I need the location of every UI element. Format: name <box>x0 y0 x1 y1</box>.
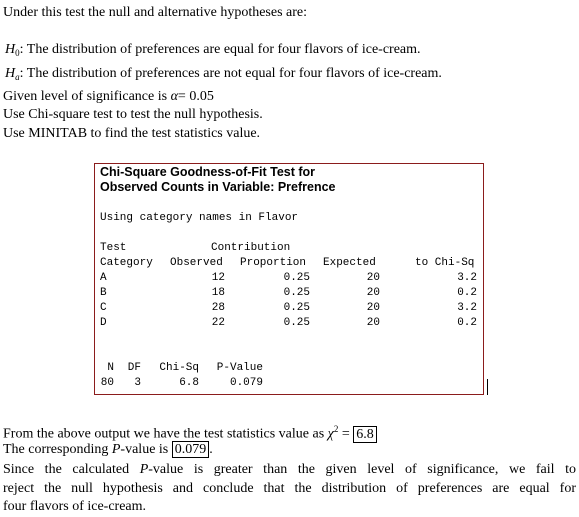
row-expected: 20 <box>366 302 380 314</box>
row-contribution: 3.2 <box>457 302 477 314</box>
row-category: B <box>100 287 107 299</box>
ha-symbol: H <box>5 66 16 81</box>
conclusion-p-symbol: P <box>139 462 149 477</box>
step-chi-square: Use Chi-square test to test the null hypothesis. <box>3 107 263 122</box>
category-note: Using category names in Flavor <box>100 212 299 224</box>
ha-text: : The distribution of preferences are not equal for four flavors of ice-cream. <box>19 66 442 81</box>
row-contribution: 0.2 <box>457 317 477 329</box>
p-symbol: P <box>111 442 121 457</box>
row-proportion: 0.25 <box>283 302 310 314</box>
col-category: Category <box>100 257 153 269</box>
ha-subscript: a <box>15 72 20 82</box>
significance-level <box>3 89 214 105</box>
h0-text: : The distribution of preferences are equal for four flavors of ice-cream. <box>19 42 421 57</box>
row-expected: 20 <box>366 317 380 329</box>
summary-n-value: 80 <box>100 377 114 389</box>
row-observed: 12 <box>211 272 225 284</box>
result-statistic <box>3 421 377 443</box>
col-proportion: Proportion <box>240 257 307 269</box>
row-observed: 28 <box>211 302 225 314</box>
alpha-symbol: α <box>170 89 178 104</box>
row-category: A <box>100 272 107 284</box>
alternative-hypothesis <box>5 66 442 85</box>
result-p-middle: -value is <box>120 442 169 457</box>
null-hypothesis <box>5 42 421 61</box>
row-category: D <box>100 317 107 329</box>
col-observed: Observed <box>170 257 223 269</box>
row-category: C <box>100 302 107 314</box>
summary-chisq-label: Chi-Sq <box>159 362 199 374</box>
row-observed: 22 <box>211 317 225 329</box>
summary-chisq-value: 6.8 <box>179 377 199 389</box>
result-p-suffix: . <box>209 442 213 457</box>
row-expected: 20 <box>366 272 380 284</box>
test-statistic-value: 6.8 <box>353 426 377 443</box>
result-stat-eq: = <box>341 426 350 442</box>
row-proportion: 0.25 <box>283 317 310 329</box>
conclusion-part-a: Since the calculated <box>3 462 130 477</box>
header-contribution: Contribution <box>211 242 291 254</box>
col-contribution: to Chi-Sq <box>415 257 475 269</box>
summary-n-label: N <box>107 362 114 374</box>
minitab-title-line1: Chi-Square Goodness-of-Fit Test for <box>100 165 316 179</box>
h0-subscript: 0 <box>15 48 20 58</box>
chi-symbol: χ <box>327 426 334 442</box>
conclusion-part-b: -value is greater than the given level of significance, we fail to <box>148 462 577 477</box>
pvalue-box: 0.079 <box>172 441 210 458</box>
minitab-title-line2: Observed Counts in Variable: Prefrence <box>100 180 336 194</box>
alpha-value: = 0.05 <box>177 89 214 104</box>
row-expected: 20 <box>366 287 380 299</box>
row-contribution: 3.2 <box>457 272 477 284</box>
minitab-output-box <box>94 163 484 395</box>
text-cursor <box>487 379 488 395</box>
header-test: Test <box>100 242 127 254</box>
significance-prefix: Given level of significance is <box>3 89 168 104</box>
step-minitab: Use MINITAB to find the test statistics value. <box>3 126 261 141</box>
summary-df-label: DF <box>127 362 141 374</box>
conclusion-line1 <box>3 461 576 479</box>
row-observed: 18 <box>211 287 225 299</box>
result-pvalue <box>3 442 213 458</box>
result-p-prefix: The corresponding <box>3 442 109 457</box>
row-proportion: 0.25 <box>283 272 310 284</box>
row-contribution: 0.2 <box>457 287 477 299</box>
intro-text: Under this test the null and alternative hypotheses are: <box>3 5 308 20</box>
conclusion-line3: four flavors of ice-cream. <box>3 499 147 514</box>
result-stat-prefix: From the above output we have the test statistics value as <box>3 426 325 442</box>
summary-pvalue-value: 0.079 <box>229 377 263 389</box>
col-expected: Expected <box>323 257 376 269</box>
summary-df-value: 3 <box>134 377 141 389</box>
row-proportion: 0.25 <box>283 287 310 299</box>
conclusion-line2: reject the null hypothesis and conclude that the distribution of preferences are equal for <box>3 481 576 496</box>
h0-symbol: H <box>5 42 16 57</box>
summary-pvalue-label: P-Value <box>216 362 263 374</box>
chi-superscript: 2 <box>333 424 339 434</box>
